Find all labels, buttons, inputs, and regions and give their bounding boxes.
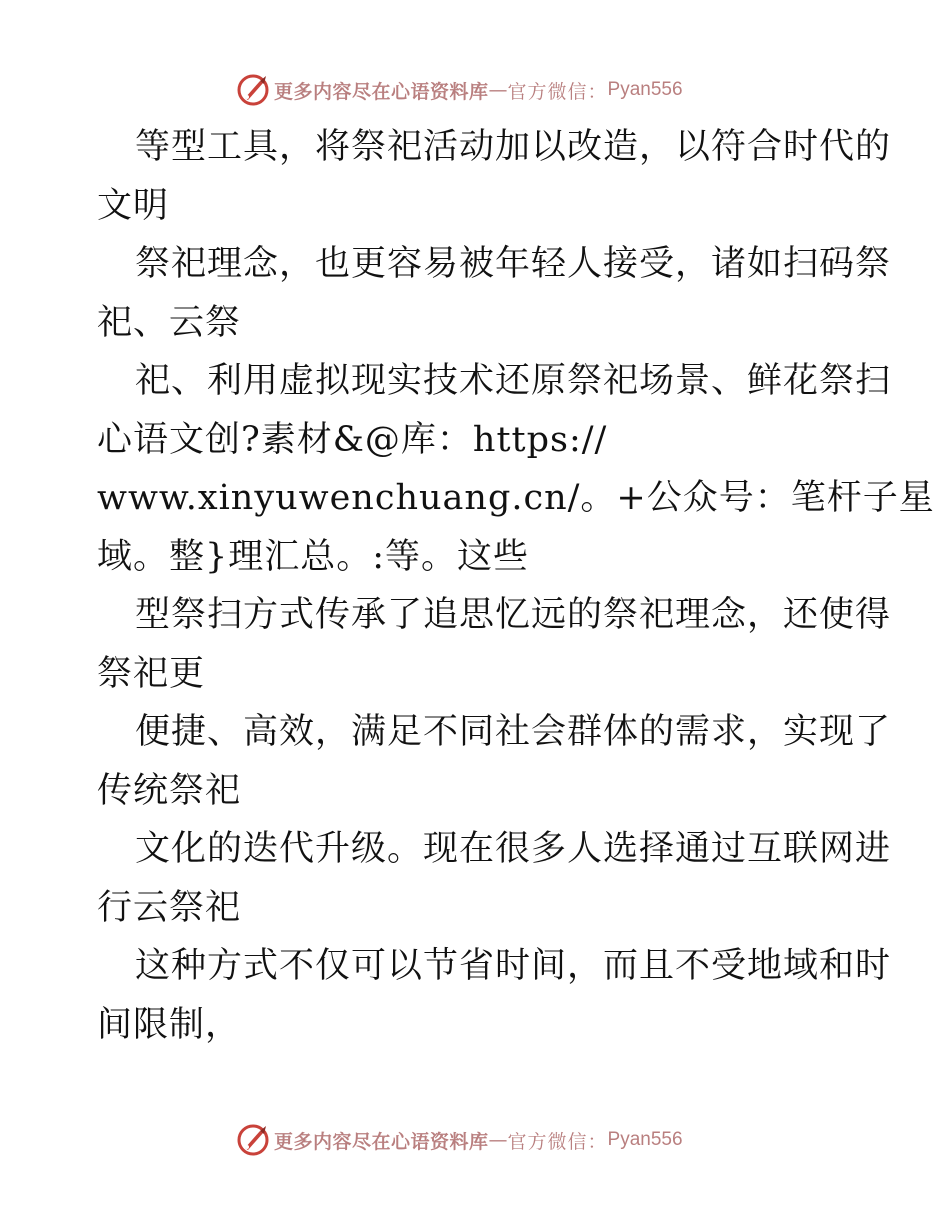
body-line: 祀、云祭 — [97, 302, 242, 343]
watermark-url-line: www.xinyuwenchuang.cn/。+公众号：笔杆子星 — [97, 478, 935, 518]
watermark-line: 心语文创?素材&@库：https:// — [97, 419, 608, 460]
footer-wechat-id: Pyan556 — [607, 1129, 683, 1150]
footer-wechat-label: 官方微信： — [507, 1130, 608, 1153]
body-line: 传统祭祀 — [97, 770, 242, 811]
quill-logo-icon — [236, 73, 270, 107]
body-line: 型祭扫方式传承了追思忆远的祭祀理念，还使得 — [135, 595, 892, 635]
quill-logo-icon — [236, 1123, 270, 1157]
body-line: 文明 — [97, 185, 170, 226]
header-wechat-id: Pyan556 — [607, 79, 683, 100]
header-banner — [0, 70, 950, 110]
footer-banner-content — [236, 1120, 683, 1160]
body-line: 祭祀理念，也更容易被年轻人接受，诸如扫码祭 — [135, 244, 892, 284]
header-banner-content — [236, 70, 683, 110]
body-line: 等型工具，将祭祀活动加以改造，以符合时代的 — [135, 127, 892, 167]
header-brand-text: 更多内容尽在心语资料库 — [274, 80, 489, 103]
footer-dash: — — [488, 1129, 508, 1151]
header-dash: — — [488, 79, 508, 101]
document-body — [97, 118, 935, 1054]
body-line: 行云祭祀 — [97, 887, 242, 928]
body-line: 域。整}理汇总。:等。这些 — [97, 536, 530, 577]
body-line: 祀、利用虚拟现实技术还原祭祀场景、鲜花祭扫 — [135, 361, 892, 401]
body-line: 这种方式不仅可以节省时间，而且不受地域和时 — [135, 946, 892, 986]
body-line: 祭祀更 — [97, 653, 206, 694]
body-line: 间限制， — [97, 1004, 242, 1045]
footer-brand-text: 更多内容尽在心语资料库 — [274, 1130, 489, 1153]
header-wechat-label: 官方微信： — [507, 80, 608, 103]
footer-banner — [0, 1120, 950, 1160]
body-line: 文化的迭代升级。现在很多人选择通过互联网进 — [135, 829, 892, 869]
body-line: 便捷、高效，满足不同社会群体的需求，实现了 — [135, 712, 892, 752]
